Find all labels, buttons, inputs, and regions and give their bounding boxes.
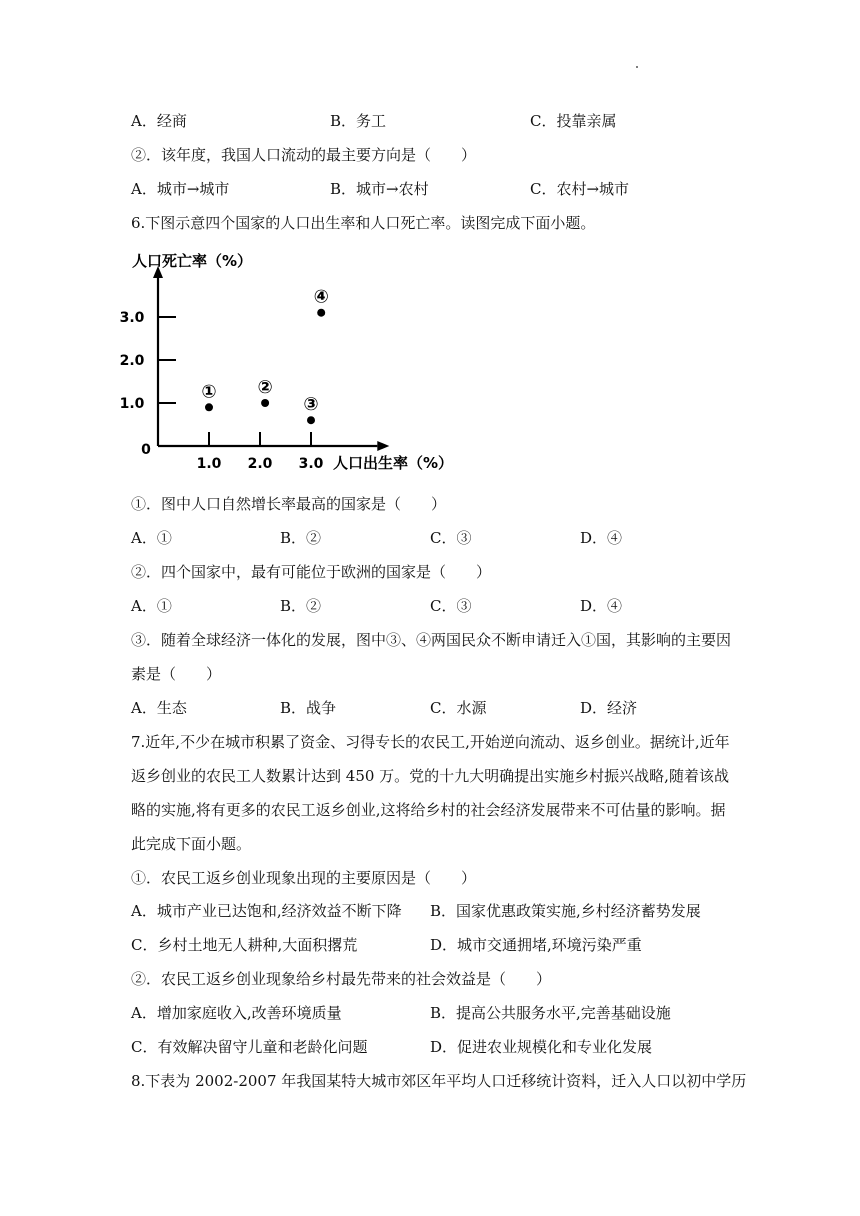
- q6-1-option-d[interactable]: D．④: [580, 529, 623, 547]
- q7-2-option-c[interactable]: C．有效解决留守儿童和老龄化问题: [131, 1038, 368, 1056]
- q7-1-option-d[interactable]: D．城市交通拥堵,环境污染严重: [430, 936, 642, 954]
- x-tick-label: 2.0: [247, 456, 273, 472]
- q6-subquestion-1: ①．图中人口自然增长率最高的国家是（ ）: [131, 495, 447, 513]
- data-point: [205, 403, 213, 411]
- q6-subquestion-2: ②．四个国家中，最有可能位于欧洲的国家是（ ）: [131, 563, 492, 581]
- q6-subquestion-3-line1: ③．随着全球经济一体化的发展，图中③、④两国民众不断申请迁入①国，其影响的主要因: [131, 631, 732, 649]
- q6-3-option-a[interactable]: A．生态: [131, 699, 187, 717]
- chart-points: [201, 287, 328, 425]
- data-point-label: ③: [303, 394, 319, 416]
- q6-stem: 6.下图示意四个国家的人口出生率和人口死亡率。读图完成下面小题。: [131, 214, 596, 232]
- q6-1-option-c[interactable]: C．③: [430, 529, 472, 547]
- q5-option-c[interactable]: C．投靠亲属: [530, 112, 617, 130]
- x-axis-label: 人口出生率（%）: [333, 454, 454, 472]
- q7-stem-line1: 7.近年,不少在城市积累了资金、习得专长的农民工,开始逆向流动、返乡创业。据统计,近年: [131, 733, 730, 751]
- y-axis-label: 人口死亡率（%）: [132, 252, 253, 270]
- data-point-label: ①: [201, 381, 217, 403]
- q6-1-option-a[interactable]: A．①: [131, 529, 172, 547]
- q7-2-option-a[interactable]: A．增加家庭收入,改善环境质量: [131, 1004, 342, 1022]
- q7-stem-line2: 返乡创业的农民工人数累计达到 450 万。党的十九大明确提出实施乡村振兴战略,随着该战: [131, 767, 729, 785]
- y-tick-label: 2.0: [120, 353, 145, 369]
- q5-option-b[interactable]: B．务工: [330, 112, 387, 130]
- q6-2-option-b[interactable]: B．②: [280, 597, 322, 615]
- q6-2-option-c[interactable]: C．③: [430, 597, 472, 615]
- q6-3-option-d[interactable]: D．经济: [580, 699, 638, 717]
- q7-subquestion-1: ①．农民工返乡创业现象出现的主要原因是（ ）: [131, 869, 477, 887]
- y-tick-label: 1.0: [120, 396, 145, 412]
- data-point: [317, 309, 325, 317]
- chart-axes: [153, 266, 389, 451]
- q6-subquestion-3-line2: 素是（ ）: [131, 665, 222, 683]
- q7-1-option-c[interactable]: C．乡村土地无人耕种,大面积撂荒: [131, 936, 358, 954]
- q7-2-option-d[interactable]: D．促进农业规模化和专业化发展: [430, 1038, 653, 1056]
- q6-3-option-b[interactable]: B．战争: [280, 699, 337, 717]
- q7-subquestion-2: ②．农民工返乡创业现象给乡村最先带来的社会效益是（ ）: [131, 970, 552, 988]
- y-tick-label: 3.0: [120, 310, 145, 326]
- birth-death-scatter-chart: [120, 240, 460, 480]
- q6-1-option-b[interactable]: B．②: [280, 529, 322, 547]
- q8-stem-line1: 8.下表为 2002-2007 年我国某特大城市郊区年平均人口迁移统计资料，迁入人口以初中学历: [131, 1072, 747, 1090]
- origin-label: 0: [141, 442, 151, 458]
- data-point: [261, 399, 269, 407]
- q6-2-option-d[interactable]: D．④: [580, 597, 623, 615]
- data-point-label: ④: [313, 286, 329, 308]
- data-point-label: ②: [257, 377, 273, 398]
- q7-1-option-b[interactable]: B．国家优惠政策实施,乡村经济蓄势发展: [430, 902, 701, 920]
- q7-2-option-b[interactable]: B．提高公共服务水平,完善基础设施: [430, 1004, 671, 1022]
- x-tick-label: 3.0: [298, 456, 324, 472]
- q7-stem-line4: 此完成下面小题。: [131, 835, 252, 853]
- x-axis-arrow: [377, 441, 389, 451]
- data-point: [307, 416, 315, 424]
- x-tick-label: 1.0: [196, 456, 222, 472]
- page-mark: [636, 66, 638, 68]
- q7-stem-line3: 略的实施,将有更多的农民工返乡创业,这将给乡村的社会经济发展带来不可估量的影响。据: [131, 801, 726, 819]
- q5-option-a[interactable]: A．经商: [131, 112, 187, 130]
- q5-2-option-c[interactable]: C．农村→城市: [530, 180, 630, 198]
- q5-2-option-a[interactable]: A．城市→城市: [131, 180, 230, 198]
- q7-1-option-a[interactable]: A．城市产业已达饱和,经济效益不断下降: [131, 902, 402, 920]
- q6-3-option-c[interactable]: C．水源: [430, 699, 487, 717]
- q6-2-option-a[interactable]: A．①: [131, 597, 172, 615]
- q5-subquestion-2: ②．该年度，我国人口流动的最主要方向是（ ）: [131, 146, 477, 164]
- q5-2-option-b[interactable]: B．城市→农村: [330, 180, 429, 198]
